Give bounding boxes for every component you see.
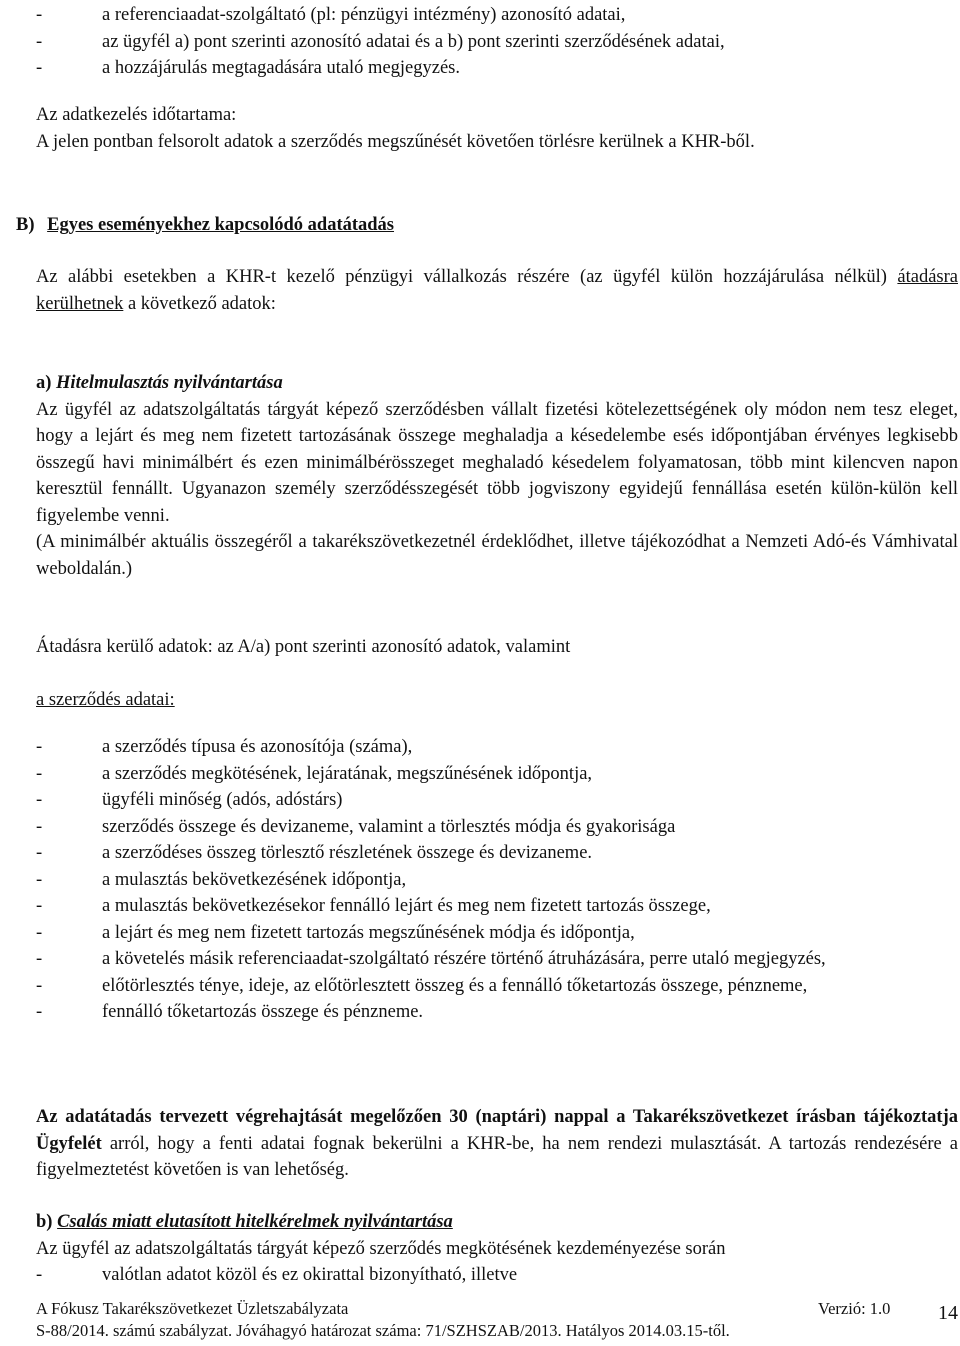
minimum-wage-note: (A minimálbér aktuális összegéről a takarékszövetkezetnél érdeklődhet, illetve tájékozódhat a Nemzeti Adó-és Vámhivatal weboldalán.) (36, 532, 958, 579)
list-item: - ügyféli minőség (adós, adóstárs) (36, 790, 343, 810)
page-number: 14 (938, 1302, 958, 1324)
top-list (36, 2, 958, 82)
section-b-heading (16, 212, 394, 239)
contract-data-heading: a szerződés adatai: (36, 690, 175, 710)
list-item: - valótlan adatot közöl és ez okirattal bizonyítható, illetve (36, 1265, 518, 1285)
list-item: - a szerződéses összeg törlesztő részletének összege és devizaneme. (36, 843, 593, 863)
list-item: - az ügyfél a) pont szerinti azonosító adatai és a b) pont szerinti szerződésének adatai, (36, 31, 725, 52)
list-item: - előtörlesztés ténye, ideje, az előtörlesztett összeg és a fennálló tőketartozás összege, pénzneme, (36, 975, 808, 996)
contract-data-list (36, 734, 958, 1026)
retention-block (36, 102, 958, 155)
advance-notice-paragraph: Az adatátadás tervezett végrehajtását megelőzően 30 (naptári) nappal a Takarékszövetkezet írásban tájékoztatja Ügyfelét arról, hogy a fenti adatai fognak bekerülni a KHR-be, ha nem rendezi mulasztását. A tartozás rendezésére a figyelmeztetést követően is van lehetőség. (36, 1107, 958, 1180)
footer-version: Verzió: 1.0 (818, 1299, 891, 1318)
list-item: - fennálló tőketartozás összege és pénzneme. (36, 1002, 424, 1022)
subsection-a (36, 370, 958, 582)
page-footer (36, 1298, 958, 1342)
list-item: - szerződés összege és devizaneme, valamint a törlesztés módja és gyakorisága (36, 816, 676, 837)
footer-doc-title: A Fókusz Takarékszövetkezet Üzletszabályzata (36, 1299, 349, 1318)
subsection-b-title: Csalás miatt elutasított hitelkérelmek nyilvántartása (57, 1212, 453, 1232)
footer-approval: S-88/2014. számú szabályzat. Jóváhagyó határozat száma: 71/SZHSZAB/2013. Hatályos 2014.03.15-től. (36, 1321, 730, 1340)
list-item: - a mulasztás bekövetkezésének időpontja, (36, 869, 407, 890)
list-item: - a szerződés típusa és azonosítója (száma), (36, 737, 413, 757)
section-b-title: Egyes eseményekhez kapcsolódó adatátadás (47, 215, 395, 235)
subsection-b-text: Az ügyfél az adatszolgáltatás tárgyát képező szerződés megkötésének kezdeményezése során (36, 1238, 726, 1259)
list-item: - a szerződés megkötésének, lejáratának, megszűnésének időpontja, (36, 763, 593, 784)
section-b-intro: Az alábbi esetekben a KHR-t kezelő pénzügyi vállalkozás részére (az ügyfél külön hozzájárulása nélkül) átadásra kerülhetnek a következő adatok: (36, 267, 958, 314)
transfer-line: Átadásra kerülő adatok: az A/a) pont szerinti azonosító adatok, valamint (36, 637, 571, 657)
retention-heading: Az adatkezelés időtartama: (36, 105, 237, 125)
subsection-b (36, 1209, 958, 1289)
subsection-a-heading: a) Hitelmulasztás nyilvántartása (36, 373, 283, 393)
section-b-label: B) (16, 215, 35, 235)
list-item: - a követelés másik referenciaadat-szolgáltató részére történő átruházására, perre utaló megjegyzés, (36, 949, 826, 969)
list-item: - a lejárt és meg nem fizetett tartozás megszűnésének módja és időpontja, (36, 922, 635, 943)
retention-text: A jelen pontban felsorolt adatok a szerződés megszűnését követően törlésre kerülnek a KHR-ből. (36, 131, 755, 152)
list-item: - a referenciaadat-szolgáltató (pl: pénzügyi intézmény) azonosító adatai, (36, 5, 626, 25)
list-item: - a mulasztás bekövetkezésekor fennálló lejárt és meg nem fizetett tartozás összege, (36, 896, 711, 916)
subsection-a-paragraph: Az ügyfél az adatszolgáltatás tárgyát képező szerződésben vállalt fizetési kötelezettségének oly módon nem tesz eleget, hogy a lejárt és meg nem fizetett tartozásának összege meghaladja a késedelembe esés időpontjában érvényes legkisebb összegű havi minimálbért és ezen minimálbérösszeget meghaladó késedelem folyamatosan, több mint kilencven napon keresztül fennállt. Ugyanazon személy szerződésszegését több jogviszony egyidejű fennállása esetén külön-külön kell figyelembe venni. (36, 399, 958, 526)
subsection-b-heading: b) Csalás miatt elutasított hitelkérelmek nyilvántartása (36, 1212, 453, 1232)
subsection-a-title: Hitelmulasztás nyilvántartása (56, 373, 283, 393)
list-item: - a hozzájárulás megtagadására utaló megjegyzés. (36, 58, 461, 78)
